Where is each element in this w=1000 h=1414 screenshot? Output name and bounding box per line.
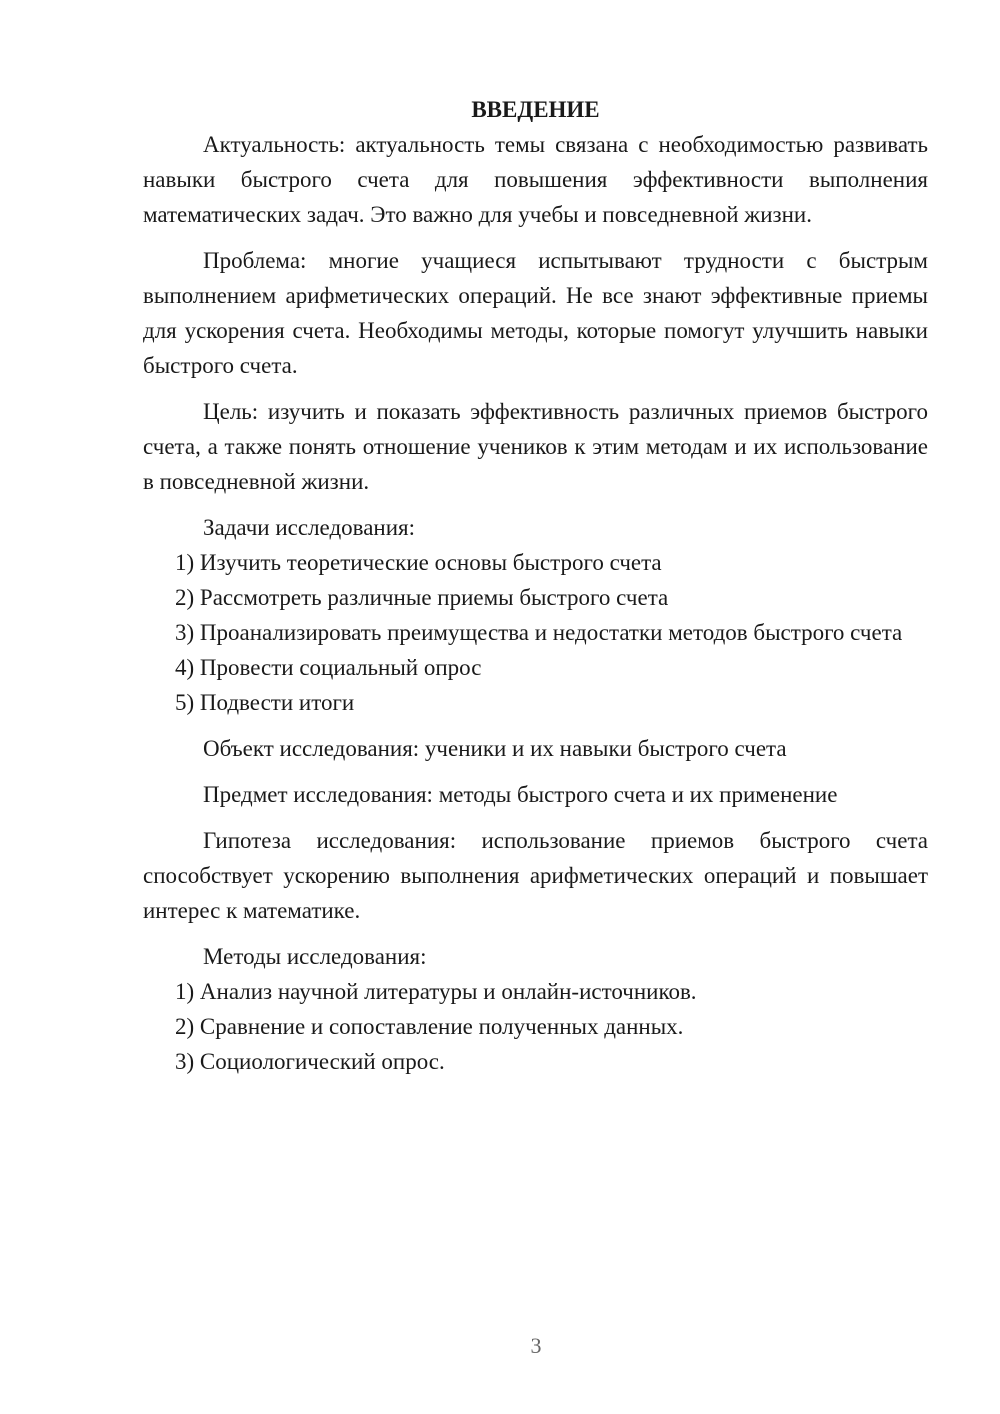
section-title: ВВЕДЕНИЕ bbox=[471, 97, 600, 122]
task-item: 3) Проанализировать преимущества и недостатки методов быстрого счета bbox=[175, 620, 903, 645]
task-item: 4) Провести социальный опрос bbox=[175, 655, 482, 680]
task-item: 5) Подвести итоги bbox=[175, 690, 355, 715]
document-page bbox=[143, 92, 928, 1079]
paragraph-goal: Цель: изучить и показать эффективность различных приемов быстрого счета, а также понять отношение учеников к этим методам и их использование в повседневной жизни. bbox=[143, 399, 928, 494]
method-item: 3) Социологический опрос. bbox=[175, 1049, 445, 1074]
paragraph-problem: Проблема: многие учащиеся испытывают трудности с быстрым выполнением арифметических операций. Не все знают эффективные приемы для ускорения счета. Необходимы методы, которые помогут улучшить навыки быстрого счета. bbox=[143, 248, 928, 378]
research-hypothesis: Гипотеза исследования: использование приемов быстрого счета способствует ускорению выполнения арифметических операций и повышает интерес к математике. bbox=[143, 828, 928, 923]
method-item: 2) Сравнение и сопоставление полученных данных. bbox=[175, 1014, 684, 1039]
paragraph-actuality: Актуальность: актуальность темы связана с необходимостью развивать навыки быстрого счета для повышения эффективности выполнения математических задач. Это важно для учебы и повседневной жизни. bbox=[143, 132, 928, 227]
research-object: Объект исследования: ученики и их навыки быстрого счета bbox=[203, 736, 787, 761]
research-subject: Предмет исследования: методы быстрого счета и их применение bbox=[203, 782, 838, 807]
task-item: 2) Рассмотреть различные приемы быстрого счета bbox=[175, 585, 669, 610]
task-item: 1) Изучить теоретические основы быстрого счета bbox=[175, 550, 662, 575]
method-item: 1) Анализ научной литературы и онлайн-источников. bbox=[175, 979, 697, 1004]
page-number: 3 bbox=[530, 1333, 542, 1358]
methods-heading: Методы исследования: bbox=[203, 944, 427, 969]
tasks-heading: Задачи исследования: bbox=[203, 515, 416, 540]
